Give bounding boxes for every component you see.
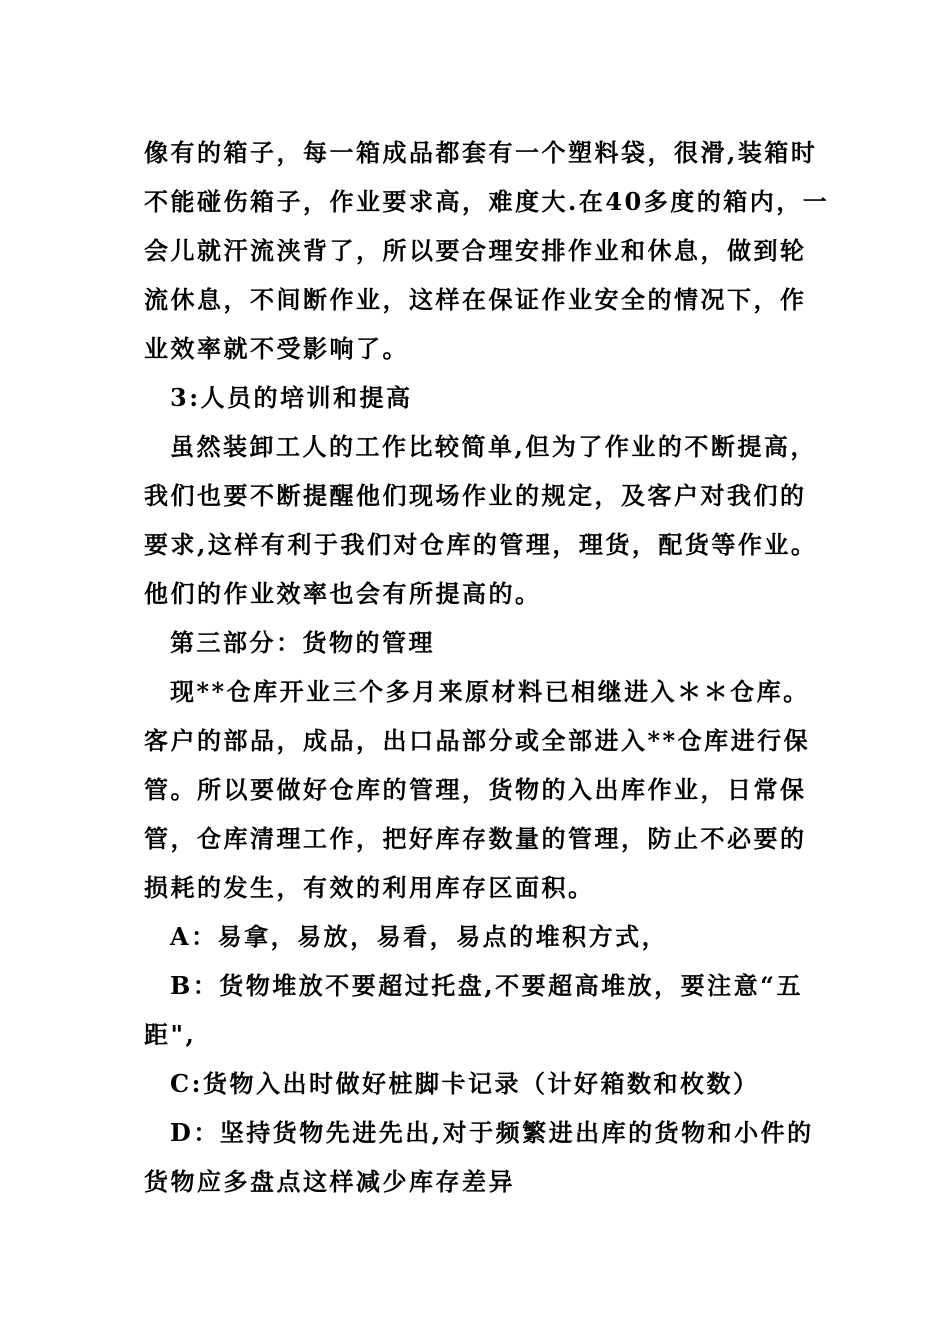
text-line: 业效率就不受影响了。 bbox=[144, 334, 409, 363]
list-item-b: B：货物堆放不要超过托盘,不要超高堆放，要注意“五 bbox=[170, 971, 803, 1000]
list-item-d: D：坚持货物先进先出,对于频繁进出库的货物和小件的 bbox=[170, 1118, 814, 1147]
text-line: 会儿就汗流浃背了，所以要合理安排作业和休息，做到轮 bbox=[144, 236, 807, 265]
text-line: 距", bbox=[144, 1020, 197, 1049]
text-line: 货物应多盘点这样减少库存差异 bbox=[144, 1167, 515, 1196]
text-line: 我们也要不断提醒他们现场作业的规定，及客户对我们的 bbox=[144, 481, 807, 510]
list-item-a: A：易拿，易放，易看，易点的堆积方式， bbox=[170, 922, 669, 951]
text-line: 不能碰伤箱子，作业要求高，难度大.在40多度的箱内，一 bbox=[144, 187, 830, 216]
text-line: 要求,这样有利于我们对仓库的管理，理货，配货等作业。 bbox=[144, 530, 818, 559]
text-line: 客户的部品，成品，出口品部分或全部进入**仓库进行保 bbox=[144, 726, 811, 755]
section-heading-training: 3:人员的培训和提高 bbox=[170, 383, 413, 412]
list-item-c: C:货物入出时做好桩脚卡记录（计好箱数和枚数） bbox=[170, 1069, 760, 1098]
text-line: 管。所以要做好仓库的管理，货物的入出库作业，日常保 bbox=[144, 775, 807, 804]
text-line: 像有的箱子，每一箱成品都套有一个塑料袋，很滑,装箱时 bbox=[144, 138, 818, 167]
text-line: 他们的作业效率也会有所提高的。 bbox=[144, 579, 542, 608]
text-line: 流休息，不间断作业，这样在保证作业安全的情况下，作 bbox=[144, 285, 807, 314]
text-line: 现**仓库开业三个多月来原材料已相继进入＊＊仓库。 bbox=[170, 677, 810, 706]
document-body bbox=[144, 128, 830, 1206]
text-line: 损耗的发生，有效的利用库存区面积。 bbox=[144, 873, 595, 902]
section-heading-goods-management: 第三部分：货物的管理 bbox=[170, 628, 435, 657]
text-line: 管，仓库清理工作，把好库存数量的管理，防止不必要的 bbox=[144, 824, 807, 853]
text-line: 虽然装卸工人的工作比较简单,但为了作业的不断提高， bbox=[170, 432, 817, 461]
